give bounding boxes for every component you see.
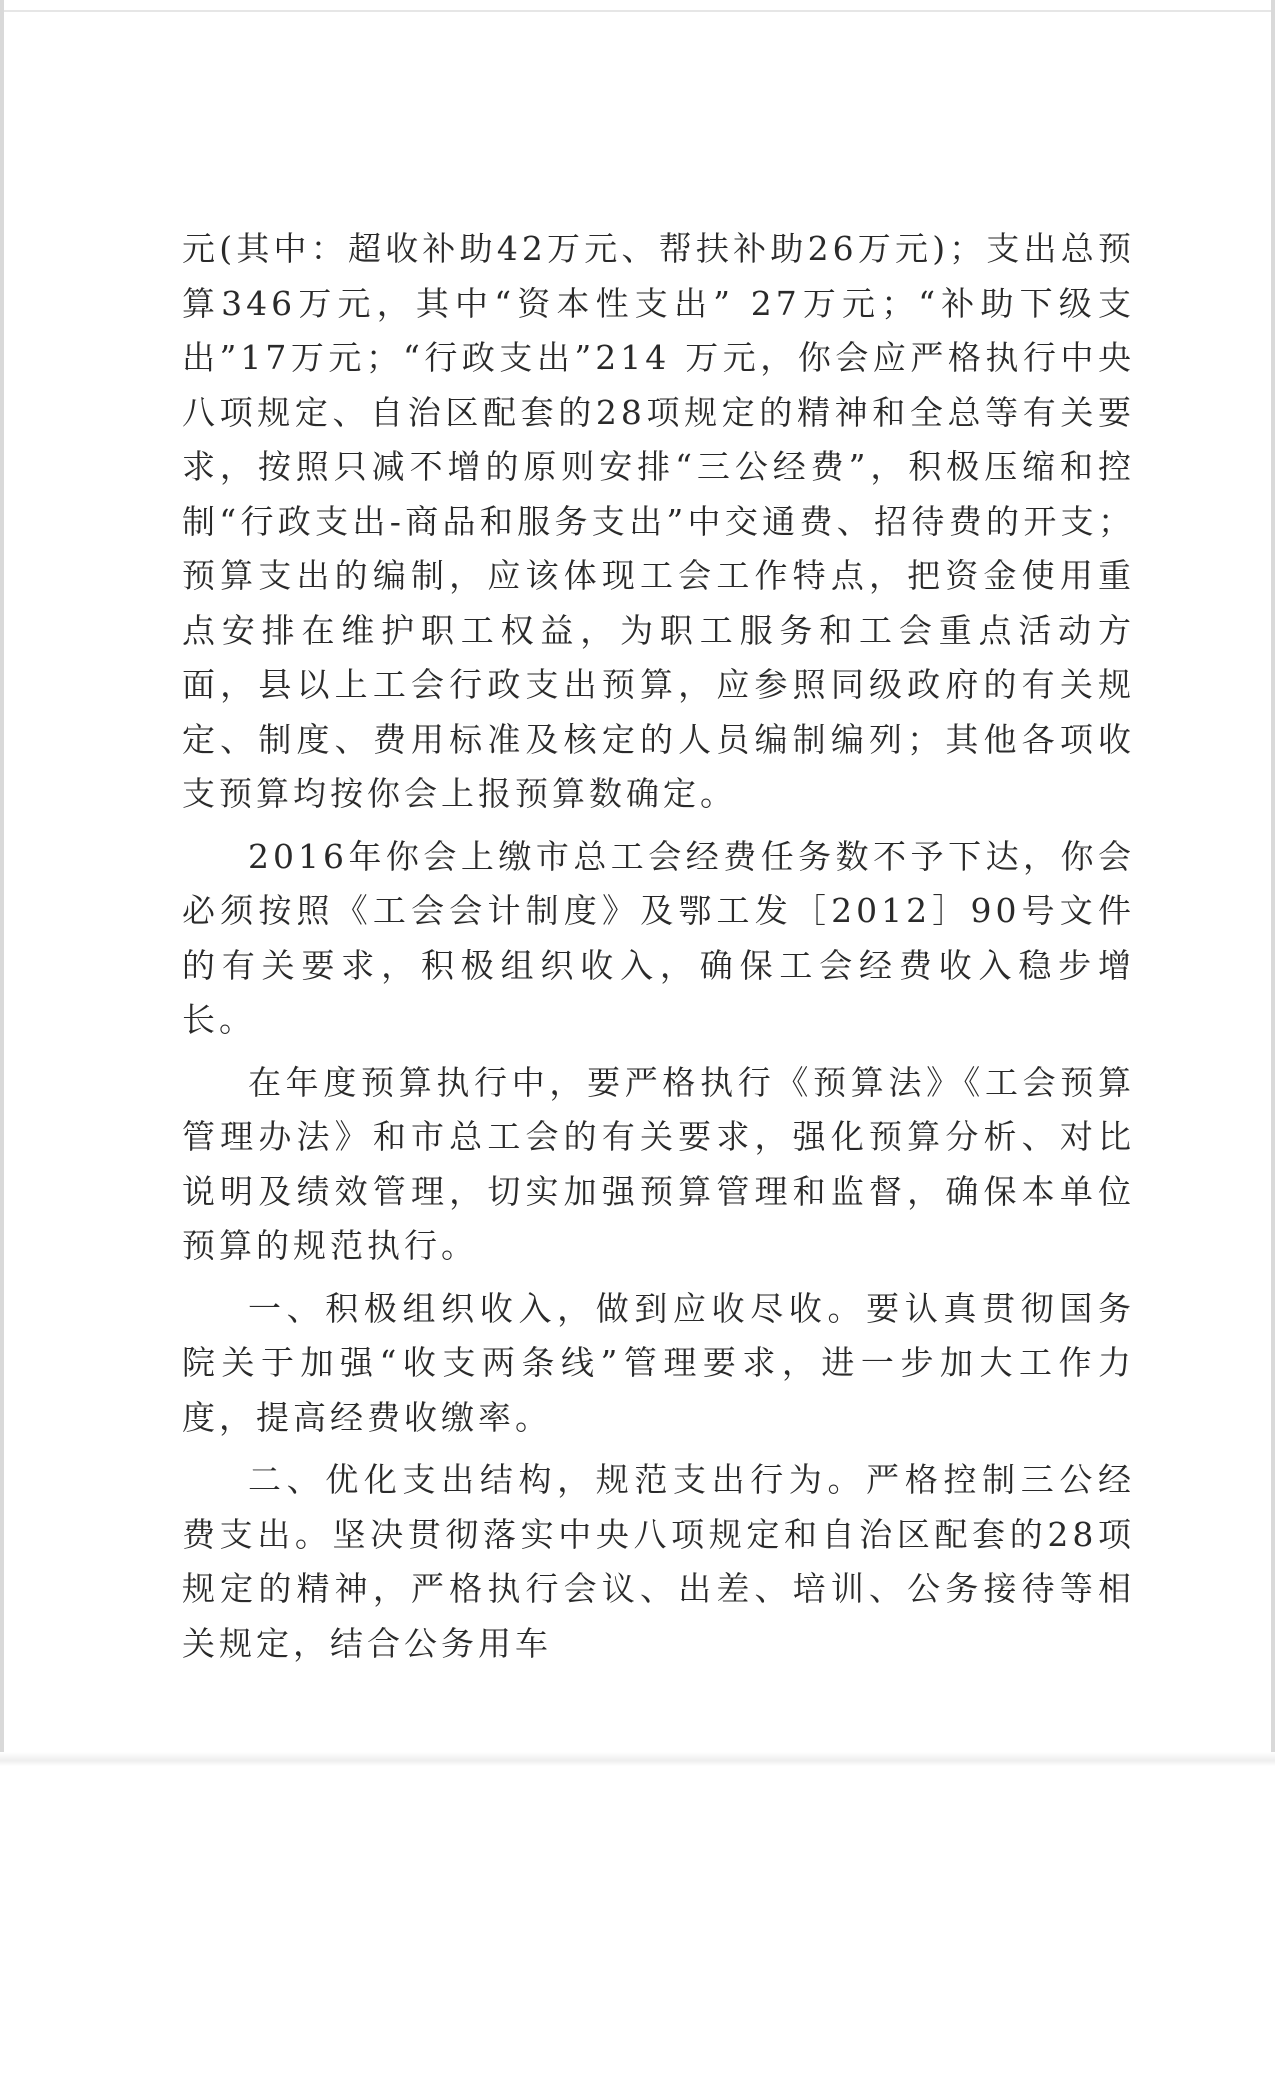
scan-edge-top — [0, 10, 1275, 12]
paragraph-budget-execution: 在年度预算执行中，要严格执行《预算法》《工会预算管理办法》和市总工会的有关要求，强化预算分析、对比说明及绩效管理，切实加强预算管理和监督，确保本单位预算的规范执行。 — [182, 1062, 1135, 1265]
scan-bottom-edge — [0, 1752, 1275, 1766]
paragraph-item-one: 一、积极组织收入，做到应收尽收。要认真贯彻国务院关于加强“收支两条线”管理要求，进一步加大工作力度，提高经费收缴率。 — [182, 1288, 1135, 1437]
paragraph-dues-2016: 2016年你会上缴市总工会经费任务数不予下达，你会必须按照《工会会计制度》及鄂工发［2012］90号文件的有关要求，积极组织收入，确保工会经费收入稳步增长。 — [182, 836, 1135, 1039]
document-body — [182, 222, 1135, 1679]
scan-edge-left — [0, 0, 4, 1765]
paragraph-item-two: 二、优化支出结构，规范支出行为。严格控制三公经费支出。坚决贯彻落实中央八项规定和自治区配套的28项规定的精神，严格执行会议、出差、培训、公务接待等相关规定，结合公务用车 — [182, 1460, 1135, 1663]
paragraph-budget-detail: 元(其中：超收补助42万元、帮扶补助26万元)；支出总预算346万元，其中“资本性支出” 27万元；“补助下级支出”17万元；“行政支出”214 万元，你会应严格执行中央八项规定、自治区配套的28项规定的精神和全总等有关要求，按照只减不增的原则安排“三公经费”，积极压缩和控制“行政支出-商品和服务支出”中交通费、招待费的开支；预算支出的编制，应该体现工会工作特点，把资金使用重点安排在维护职工权益，为职工服务和工会重点活动方面，县以上工会行政支出预算，应参照同级政府的有关规定、制度、费用标准及核定的人员编制编列；其他各项收支预算均按你会上报预算数确定。 — [182, 229, 1135, 813]
scan-edge-right — [1271, 0, 1275, 1765]
